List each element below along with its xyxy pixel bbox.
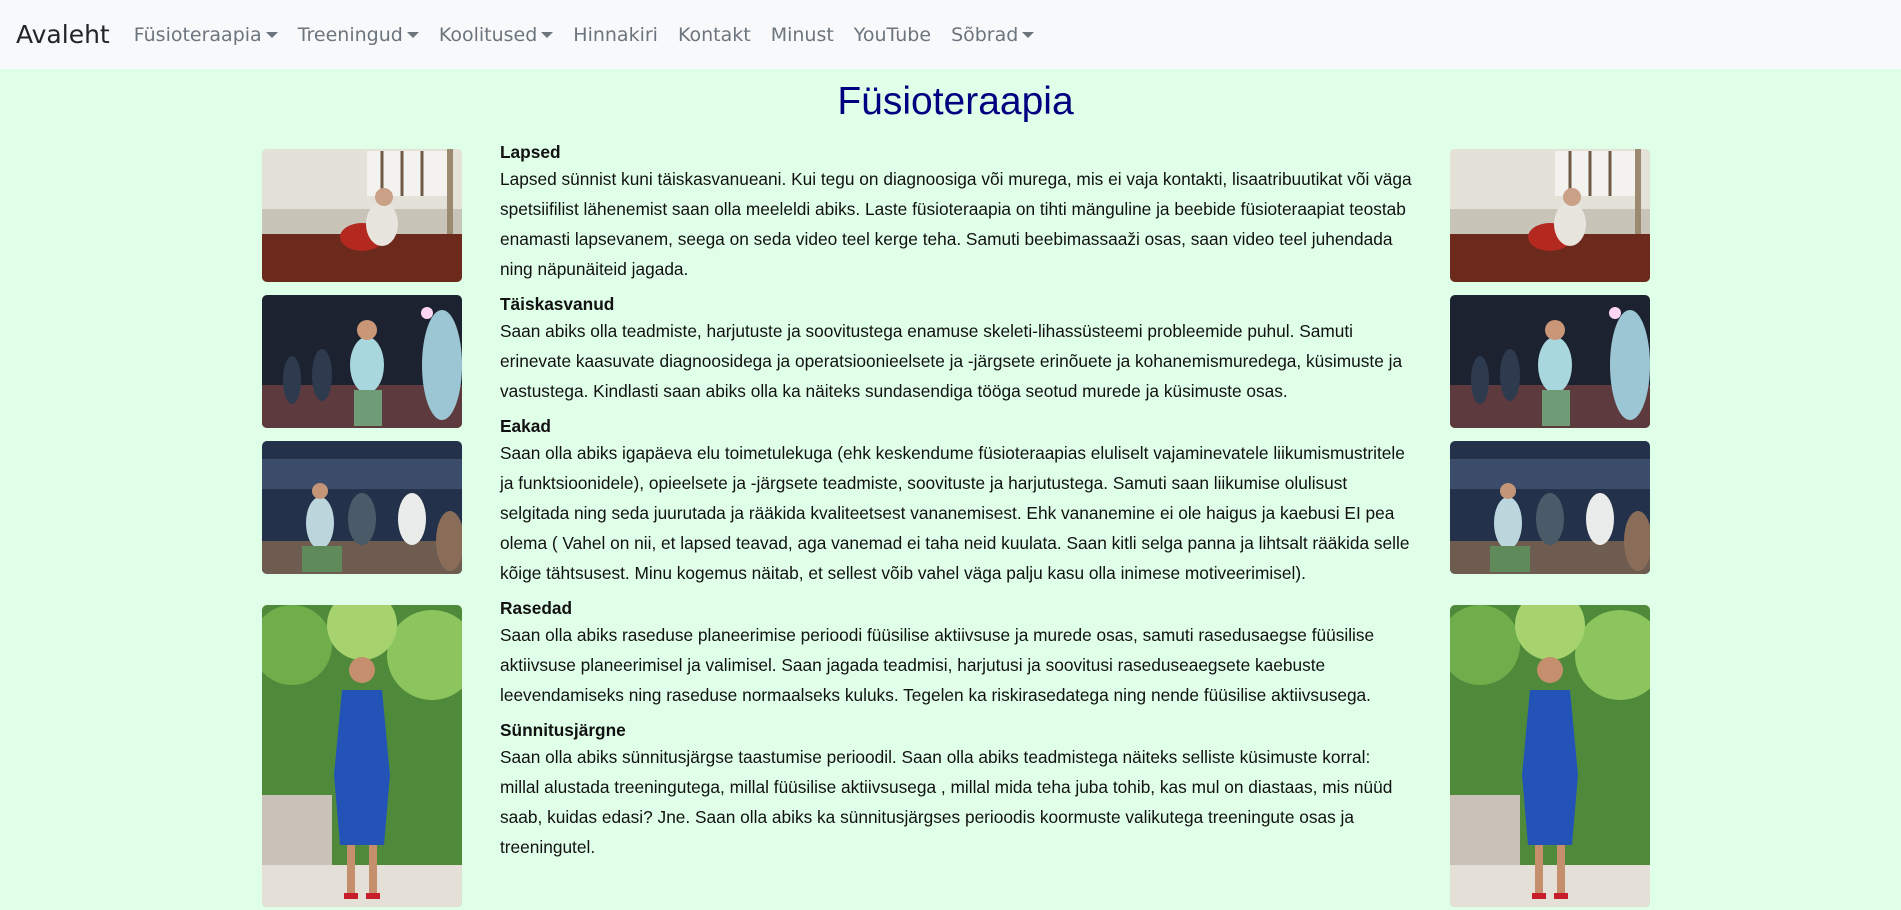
section-eakad	[500, 416, 1412, 588]
caret-down-icon	[541, 32, 553, 38]
section-taiskasvanud	[500, 294, 1412, 406]
nav-item-youtube[interactable]	[854, 24, 931, 46]
nav-item-sobrad[interactable]	[951, 24, 1034, 46]
nav-item-hinnakiri[interactable]	[573, 24, 658, 46]
nav-item-treeningud[interactable]	[298, 24, 419, 46]
photo-adults-training-right	[1450, 295, 1650, 428]
section-heading: Sünnitusjärgne	[500, 720, 626, 740]
section-heading: Eakad	[500, 416, 551, 436]
nav-item-label: Sõbrad	[951, 23, 1019, 46]
section-heading: Rasedad	[500, 598, 573, 618]
main-content	[500, 142, 1412, 872]
section-sunnitusjargne	[500, 720, 1412, 862]
section-text: Saan abiks olla teadmiste, harjutuste ja soovitustega enamuse skeleti-lihassüsteemi probleemide puhul. Samuti erinevate kaasuvate diagnoosidega ja operatsioonieelsete ja -järgsete erinõuete ja kohanemismuredega, küsimuste ja vastustega. Kindlasti saan abiks olla ka näiteks sundasendiga tööga seotud murede ja küsimuste osas.	[500, 321, 1403, 401]
section-text: Saan olla abiks igapäeva elu toimetulekuga (ehk keskendume füsioteraapias eluliselt vajaminevatele liikumismustritele ja funktsioonidele), opieelsete ja -järgsete teadmiste, soovituste ja harjutustega. Samuti saan liikumise olulisust selgitada ning seda juurutada ja rääkida kvaliteetsest vananemisest. Ehk vananemine ei ole haigus ja kaebusi EI pea olema ( Vahel on nii, et lapsed teavad, aga vanemad ei taha neid kuulata. Saan kitli selga panna ja lihtsalt rääkida selle kõige tähtsusest. Minu kogemus näitab, et sellest võib vahel väga palju kasu olla inimese motiveerimisel).	[500, 443, 1410, 583]
nav-item-minust[interactable]	[771, 24, 834, 46]
caret-down-icon	[407, 32, 419, 38]
section-text: Saan olla abiks raseduse planeerimise perioodi füüsilise aktiivsuse ja murede osas, samuti rasedusaegse füüsilise aktiivsuse planeerimisel ja valimisel. Saan jagada teadmisi, harjutusi ja soovitusi raseduseaegsete kaebuste leevendamiseks ning raseduse normaalseks kuluks. Tegelen ka riskirasedatega ning nende füüsilise aktiivsusega.	[500, 625, 1375, 705]
nav-item-label: Treeningud	[297, 23, 403, 46]
section-rasedad	[500, 598, 1412, 710]
nav-item-fusioteraapia[interactable]	[134, 24, 278, 46]
section-heading: Täiskasvanud	[500, 294, 615, 314]
navbar	[0, 0, 1901, 69]
photo-child-therapy-left	[262, 149, 462, 282]
photo-pregnant-woman-left	[262, 605, 462, 907]
photo-adults-training-left	[262, 295, 462, 428]
nav-item-koolitused[interactable]	[439, 24, 553, 46]
section-heading: Lapsed	[500, 142, 561, 162]
brand-link[interactable]: Avaleht	[16, 20, 110, 49]
page-title: Füsioteraapia	[837, 80, 1074, 123]
photo-pregnant-woman-right	[1450, 605, 1650, 907]
caret-down-icon	[266, 32, 278, 38]
photo-elderly-training-right	[1450, 441, 1650, 574]
section-text: Saan olla abiks sünnitusjärgse taastumise perioodil. Saan olla abiks teadmistega näiteks selliste küsimuste korral: millal alustada treeningutega, millal füüsilise aktiivsusega , millal mida teha juba tohib, kas mul on diastaas, mis nüüd saab, kuidas edasi? Jne. Saan olla abiks ka sünnitusjärgses perioodis koormuste valikutega treeningute osas ja treeningutel.	[500, 747, 1393, 857]
nav-item-label: Minust	[770, 23, 834, 46]
section-lapsed	[500, 142, 1412, 284]
nav-item-label: Koolitused	[438, 23, 538, 46]
photo-elderly-training-left	[262, 441, 462, 574]
photo-child-therapy-right	[1450, 149, 1650, 282]
nav-item-label: Hinnakiri	[573, 23, 658, 46]
caret-down-icon	[1022, 32, 1034, 38]
nav-item-label: YouTube	[853, 23, 932, 46]
section-text: Lapsed sünnist kuni täiskasvanueani. Kui tegu on diagnoosiga või murega, mis ei vaja kontakti, lisaatribuutikat või väga spetsiifilist lähenemist saan olla meeleldi abiks. Laste füsioteraapia on tihti mänguline ja beebide füsioteraapiat teostab enamasti lapsevanem, seega on seda video teel kerge teha. Samuti beebimassaaži osas, saan video teel juhendada ning näpunäiteid jagada.	[500, 169, 1412, 279]
nav-item-label: Füsioteraapia	[133, 23, 262, 46]
nav-item-kontakt[interactable]	[678, 24, 751, 46]
nav-item-label: Kontakt	[677, 23, 751, 46]
